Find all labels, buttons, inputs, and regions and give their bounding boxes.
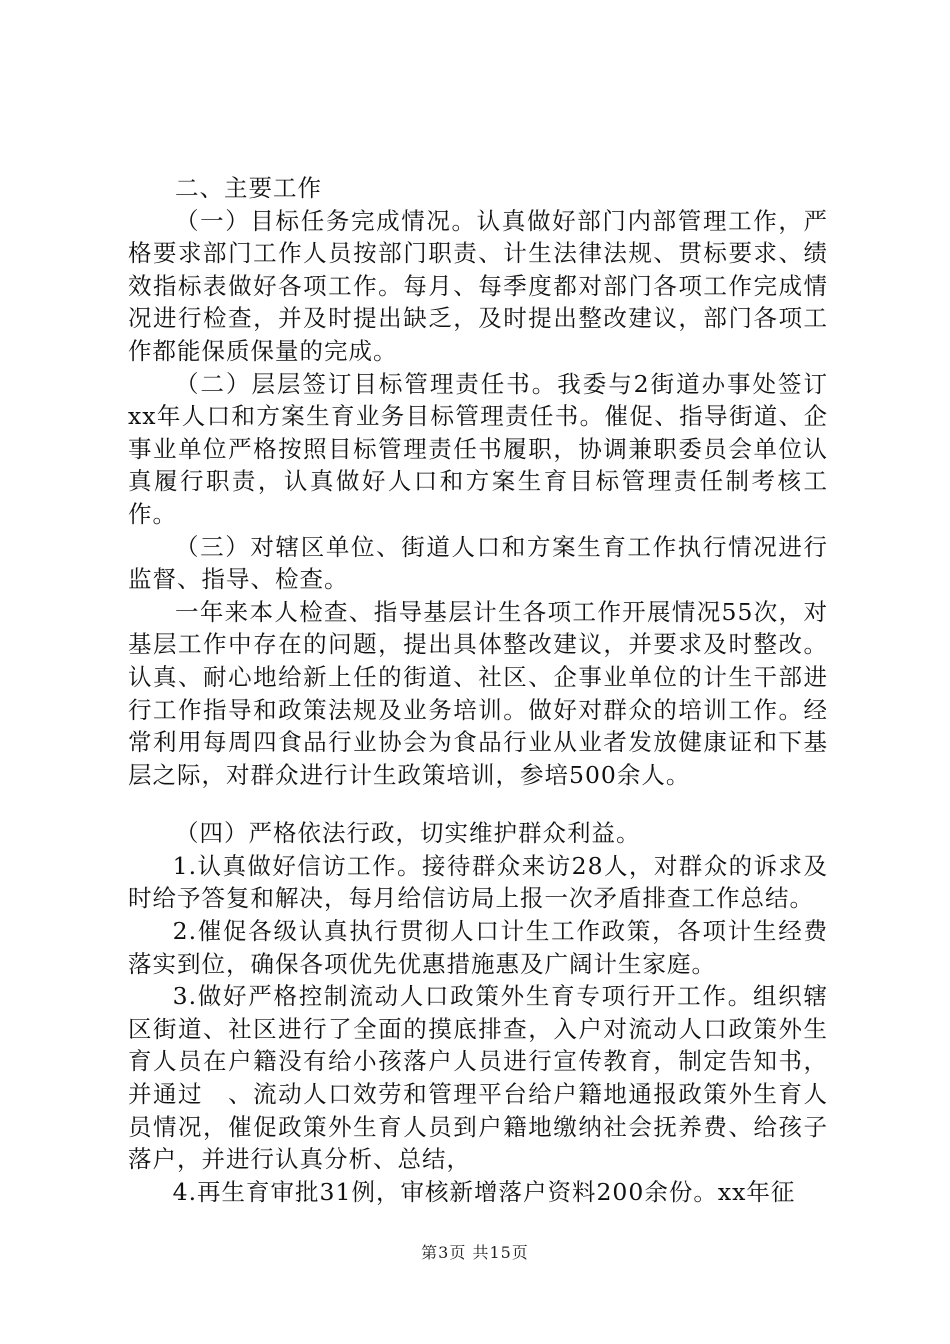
paragraph-inspection: 一年来本人检查、指导基层计生各项工作开展情况55次，对基层工作中存在的问题，提出具体整改建议，并要求及时整改。认真、耐心地给新上任的街道、社区、企事业单位的计生干部进行工作指导和政策法规及业务培训。做好对群众的培训工作。经常利用每周四食品行业协会为食品行业从业者发放健康证和下基层之际，对群众进行计生政策培训，参培500余人。 [128, 597, 828, 789]
list-item-migrant: 3.做好严格控制流动人口政策外生育专项行开工作。组织辖区街道、社区进行了全面的摸底排查，入户对流动人口政策外生育人员在户籍没有给小孩落户人员进行宣传教育，制定告知书，并通过 、流动人口效劳和管理平台给户籍地通报政策外生育人员情况，催促政策外生育人员到户籍地缴纳社会抚养费、给孩子落户，并进行认真分析、总结， [128, 982, 828, 1174]
list-item-policy: 2.催促各级认真执行贯彻人口计生工作政策，各项计生经费落实到位，确保各项优先优惠措施惠及广阔计生家庭。 [128, 917, 828, 978]
document-body [128, 172, 828, 1208]
section-heading: 二、主要工作 [175, 174, 322, 202]
list-item-approval: 4.再生育审批31例，审核新增落户资料200余份。xx年征 [172, 1177, 796, 1206]
page-footer: 第3页 共15页 [421, 1243, 529, 1262]
list-item-petition: 1.认真做好信访工作。接待群众来访28人，对群众的诉求及时给予答复和解决，每月给信访局上报一次矛盾排查工作总结。 [128, 851, 828, 913]
paragraph-supervision: （三）对辖区单位、街道人口和方案生育工作执行情况进行监督、指导、检查。 [128, 532, 828, 594]
paragraph-target-tasks: （一）目标任务完成情况。认真做好部门内部管理工作，严格要求部门工作人员按部门职责、计生法律法规、贯标要求、绩效指标表做好各项工作。每月、每季度都对部门各项工作完成情况进行检查，并及时提出缺乏，及时提出整改建议，部门各项工作都能保质保量的完成。 [128, 206, 828, 365]
paragraph-law-admin: （四）严格依法行政，切实维护群众利益。 [175, 819, 641, 848]
paragraph-responsibility: （二）层层签订目标管理责任书。我委与2街道办事处签订xx年人口和方案生育业务目标管理责任书。催促、指导街道、企事业单位严格按照目标管理责任书履职，协调兼职委员会单位认真履行职责，认真做好人口和方案生育目标管理责任制考核工作。 [128, 369, 828, 528]
